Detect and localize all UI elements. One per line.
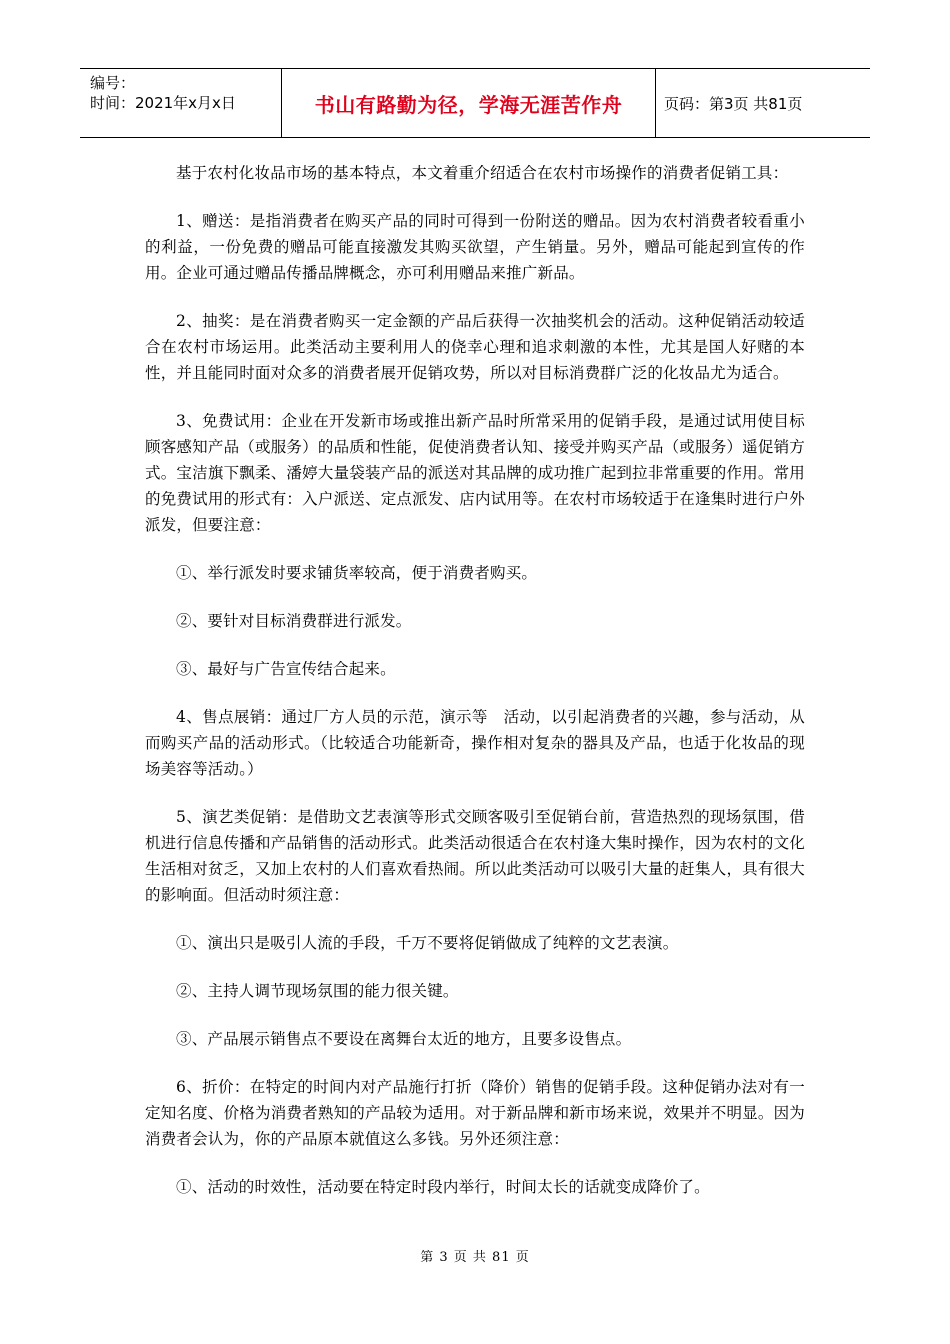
time-label: 时间：2021年x月x日	[90, 94, 236, 112]
header-meta	[80, 69, 282, 137]
paragraph-performance: 5、演艺类促销：是借助文艺表演等形式交顾客吸引至促销台前，营造热烈的现场氛围，借机进行信息传播和产品销售的活动形式。此类活动很适合在农村逢大集时操作，因为农村的文化生活相对贫乏，又加上农村的人们喜欢看热闹。所以此类活动可以吸引大量的赶集人，具有很大的影响面。但活动时须注意：	[145, 808, 805, 904]
list-item: ①、演出只是吸引人流的手段，千万不要将促销做成了纯粹的文艺表演。	[176, 934, 679, 952]
list-item: ②、要针对目标消费群进行派发。	[176, 612, 412, 630]
paragraph-lottery: 2、抽奖：是在消费者购买一定金额的产品后获得一次抽奖机会的活动。这种促销活动较适合在农村市场运用。此类活动主要利用人的侥幸心理和追求刺激的本性，尤其是国人好赌的本性，并且能同时面对众多的消费者展开促销攻势，所以对目标消费群广泛的化妆品尤为适合。	[145, 312, 805, 382]
list-item: ②、主持人调节现场氛围的能力很关键。	[176, 982, 459, 1000]
paragraph-free-trial: 3、免费试用：企业在开发新市场或推出新产品时所常采用的促销手段，是通过试用使目标顾客感知产品（或服务）的品质和性能，促使消费者认知、接受并购买产品（或服务）遥促销方式。宝洁旗下飘柔、潘婷大量袋装产品的派送对其品牌的成功推广起到拉非常重要的作用。常用的免费试用的形式有：入户派送、定点派发、店内试用等。在农村市场较适于在逢集时进行户外派发，但要注意：	[145, 412, 805, 534]
paragraph-gift: 1、赠送：是指消费者在购买产品的同时可得到一份附送的赠品。因为农村消费者较看重小的利益，一份免费的赠品可能直接激发其购买欲望，产生销量。另外，赠品可能起到宣传的作用。企业可通过赠品传播品牌概念，亦可利用赠品来推广新品。	[145, 212, 805, 282]
list-item: ①、活动的时效性，活动要在特定时段内举行，时间太长的话就变成降价了。	[176, 1178, 710, 1196]
list-item: ①、举行派发时要求铺货率较高，便于消费者购买。	[176, 564, 538, 582]
header-page-info: 页码：第3页 共81页	[664, 94, 803, 113]
document-body	[145, 160, 805, 1222]
paragraph-exhibition: 4、售点展销：通过厂方人员的示范，演示等 活动，以引起消费者的兴趣，参与活动，从而购买产品的活动形式。（比较适合功能新奇，操作相对复杂的器具及产品，也适于化妆品的现场美容等活动。）	[145, 708, 805, 778]
intro-paragraph: 基于农村化妆品市场的基本特点，本文着重介绍适合在农村市场操作的消费者促销工具：	[176, 164, 789, 182]
header-motto: 书山有路勤为径，学海无涯苦作舟	[282, 69, 656, 137]
page-footer: 第 3 页 共 81 页	[420, 1250, 530, 1265]
paragraph-discount: 6、折价：在特定的时间内对产品施行打折（降价）销售的促销手段。这种促销办法对有一定知名度、价格为消费者熟知的产品较为适用。对于新品牌和新市场来说，效果并不明显。因为消费者会认为，你的产品原本就值这么多钱。另外还须注意：	[145, 1078, 805, 1148]
list-item: ③、产品展示销售点不要设在离舞台太近的地方，且要多设售点。	[176, 1030, 632, 1048]
code-label: 编号：	[90, 74, 136, 92]
page-header	[80, 68, 870, 138]
list-item: ③、最好与广告宣传结合起来。	[176, 660, 396, 678]
